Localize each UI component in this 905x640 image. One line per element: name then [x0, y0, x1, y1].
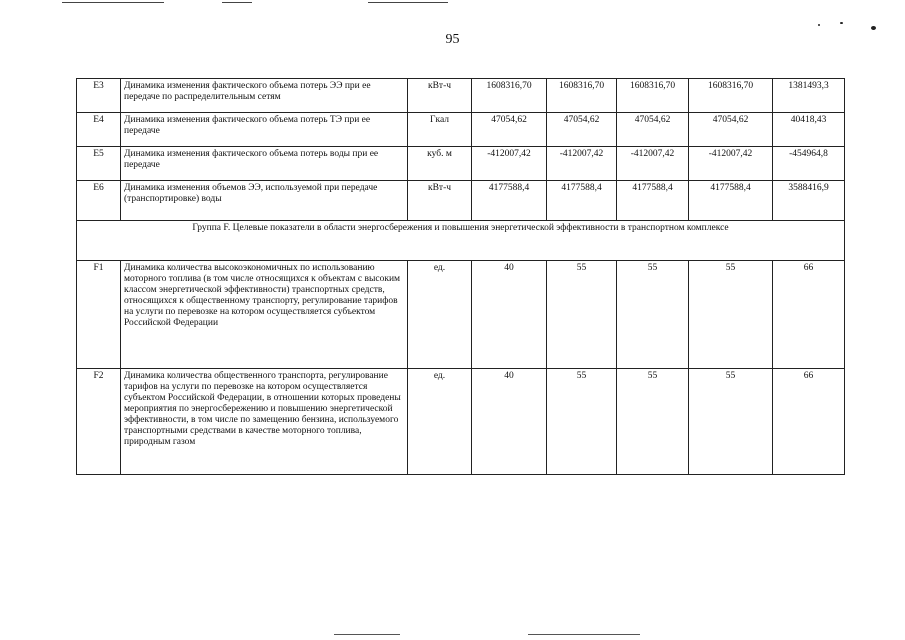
row-value: 1381493,3 [773, 79, 845, 113]
scan-speck [871, 26, 876, 30]
row-value: 55 [547, 369, 617, 475]
row-value: 4177588,4 [472, 181, 547, 221]
row-value: 4177588,4 [689, 181, 773, 221]
scan-speck [818, 24, 820, 26]
row-value: 40418,43 [773, 113, 845, 147]
row-value: -412007,42 [617, 147, 689, 181]
group-header: Группа F. Целевые показатели в области энергосбережения и повышения энергетической эффективности в транспортном комплексе [77, 221, 845, 261]
row-description: Динамика количества высокоэкономичных по использованию моторного топлива (в том числе относящихся к объектам с высоким классом энергетической эффективности) транспортных средств, относящихся к общественному транспорту, регулирование тарифов на услуги по перевозке на котором осуществляется субъектом Российской Федерации [121, 261, 408, 369]
table-row-e3 [77, 79, 845, 113]
indicators-table [76, 78, 845, 475]
row-unit: ед. [408, 369, 472, 475]
row-value: 1608316,70 [689, 79, 773, 113]
row-value: 55 [547, 261, 617, 369]
scan-edge-line [222, 2, 252, 3]
scan-speck [840, 22, 843, 24]
table-row-e6 [77, 181, 845, 221]
row-value: 1608316,70 [617, 79, 689, 113]
row-value: 66 [773, 261, 845, 369]
row-value: 55 [617, 261, 689, 369]
row-value: 40 [472, 261, 547, 369]
row-unit: кВт-ч [408, 79, 472, 113]
row-value: -412007,42 [689, 147, 773, 181]
row-value: -412007,42 [472, 147, 547, 181]
row-value: -454964,8 [773, 147, 845, 181]
row-unit: ед. [408, 261, 472, 369]
row-value: 47054,62 [472, 113, 547, 147]
scan-edge-line [368, 2, 448, 3]
row-description: Динамика количества общественного транспорта, регулирование тарифов на услуги по перевозке на котором осуществляется субъектом Российской Федерации, в отношении которых проведены мероприятия по энергосбережению и повышению энергетической эффективности, в том числе по замещению бензина, используемого транспортными средствами в качестве моторного топлива, природным газом [121, 369, 408, 475]
row-value: 66 [773, 369, 845, 475]
row-code: E5 [77, 147, 121, 181]
row-code: E3 [77, 79, 121, 113]
scan-edge-line [334, 634, 400, 635]
row-description: Динамика изменения объемов ЭЭ, используемой при передаче (транспортировке) воды [121, 181, 408, 221]
row-code: E6 [77, 181, 121, 221]
row-value: 47054,62 [547, 113, 617, 147]
table-row-e5 [77, 147, 845, 181]
scan-edge-line [62, 2, 164, 3]
row-value: 40 [472, 369, 547, 475]
row-code: F1 [77, 261, 121, 369]
row-unit: кВт-ч [408, 181, 472, 221]
page-number: 95 [445, 32, 460, 47]
row-description: Динамика изменения фактического объема потерь ТЭ при ее передаче [121, 113, 408, 147]
row-value: 3588416,9 [773, 181, 845, 221]
row-description: Динамика изменения фактического объема потерь воды при ее передаче [121, 147, 408, 181]
table-row-f2 [77, 369, 845, 475]
row-unit: куб. м [408, 147, 472, 181]
row-value: 1608316,70 [547, 79, 617, 113]
row-value: 55 [689, 261, 773, 369]
table-row-f1 [77, 261, 845, 369]
row-value: 4177588,4 [547, 181, 617, 221]
row-code: E4 [77, 113, 121, 147]
row-unit: Гкал [408, 113, 472, 147]
row-description: Динамика изменения фактического объема потерь ЭЭ при ее передаче по распределительным сетям [121, 79, 408, 113]
group-header-row [77, 221, 845, 261]
row-value: 1608316,70 [472, 79, 547, 113]
row-value: 4177588,4 [617, 181, 689, 221]
row-code: F2 [77, 369, 121, 475]
row-value: 55 [689, 369, 773, 475]
scan-edge-line [528, 634, 640, 635]
row-value: -412007,42 [547, 147, 617, 181]
table-row-e4 [77, 113, 845, 147]
row-value: 47054,62 [689, 113, 773, 147]
row-value: 47054,62 [617, 113, 689, 147]
row-value: 55 [617, 369, 689, 475]
